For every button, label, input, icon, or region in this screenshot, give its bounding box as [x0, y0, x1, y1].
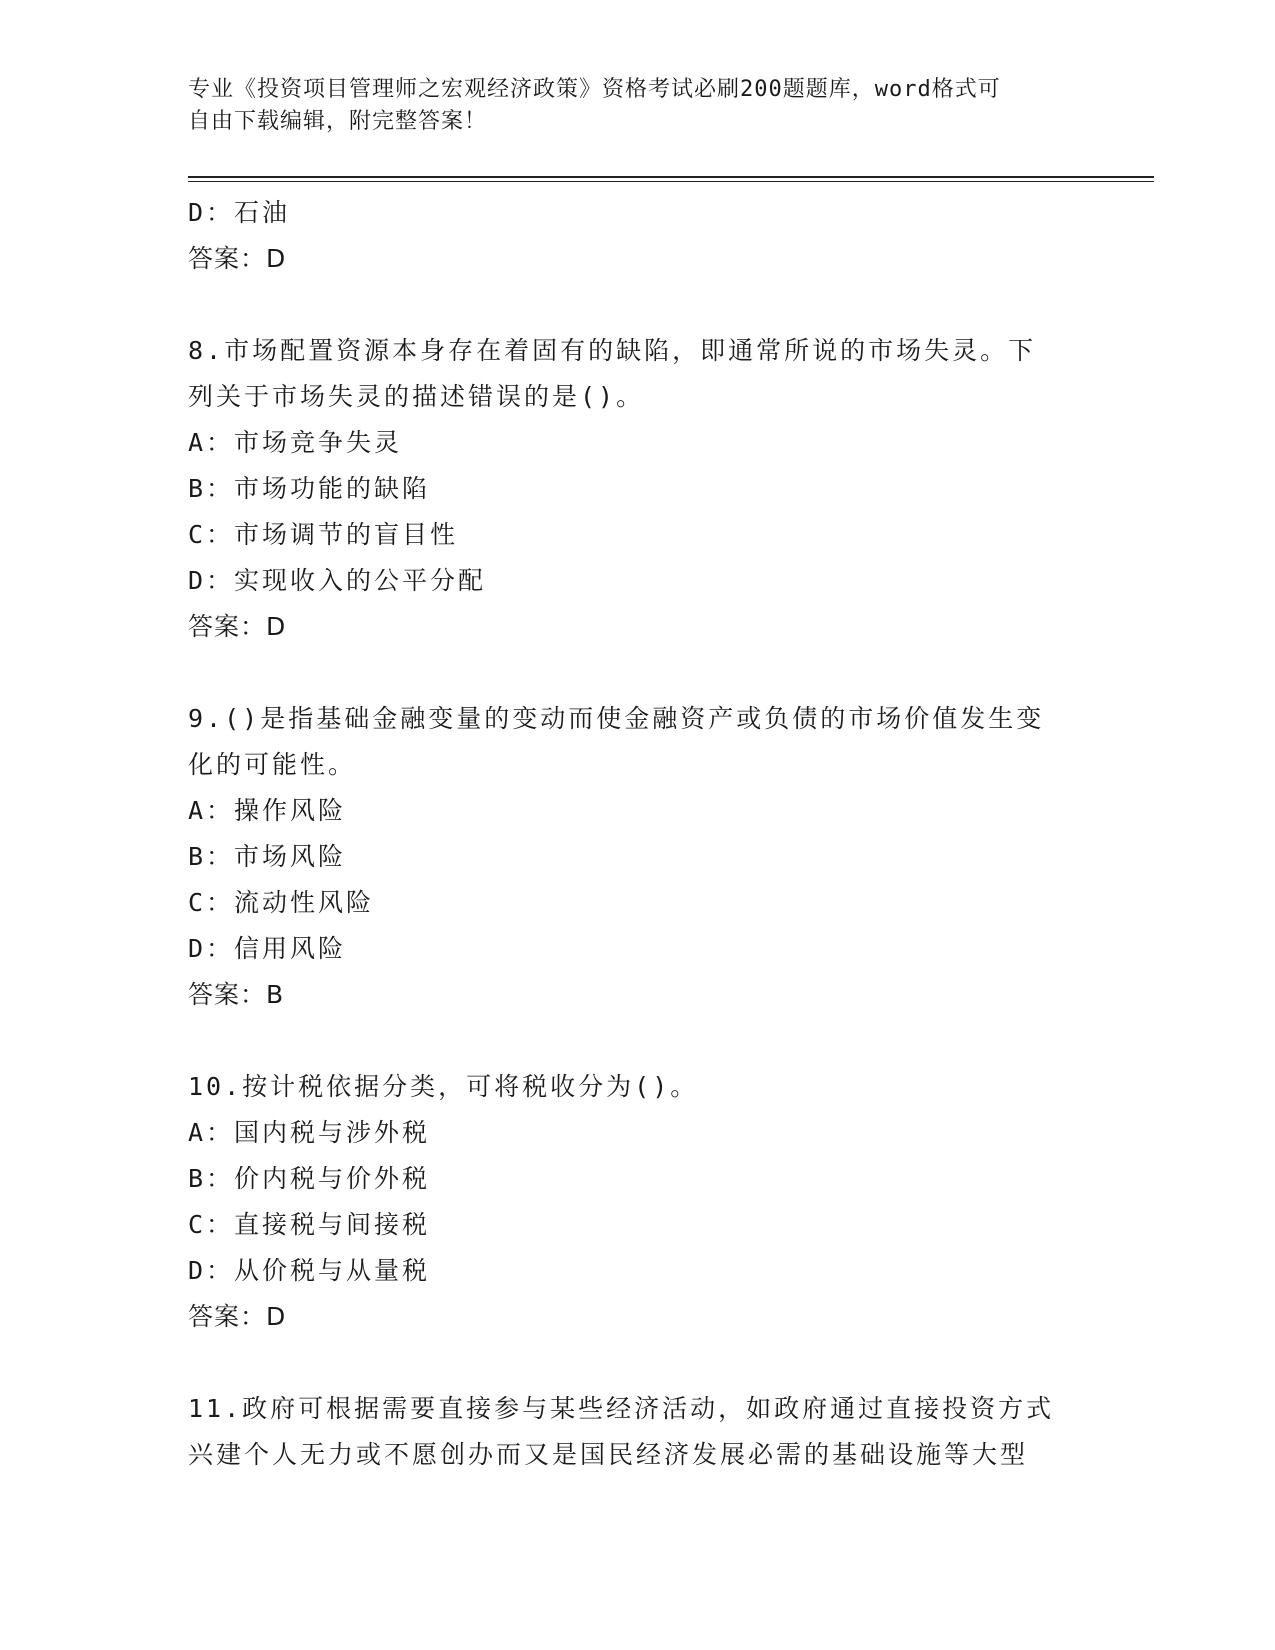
question-8-option-a: A：市场竞争失灵	[188, 428, 403, 457]
document-header	[188, 74, 1068, 138]
question-10-option-a: A：国内税与涉外税	[188, 1118, 431, 1147]
header-title-line-2: 自由下载编辑，附完整答案！	[188, 109, 488, 134]
question-10-answer: 答案：D	[188, 1302, 287, 1331]
question-10-stem-line-1: 10.按计税依据分类，可将税收分为()。	[188, 1072, 699, 1101]
question-9-stem-line-2: 化的可能性。	[188, 750, 357, 779]
question-9-answer: 答案：B	[188, 980, 285, 1009]
header-divider-thin	[188, 181, 1154, 182]
question-9-option-a: A：操作风险	[188, 796, 347, 825]
question-8-option-d: D：实现收入的公平分配	[188, 566, 487, 595]
prev-question-answer: 答案：D	[188, 244, 287, 273]
question-9-option-b: B：市场风险	[188, 842, 347, 871]
question-9-option-d: D：信用风险	[188, 934, 347, 963]
spacer	[188, 282, 1088, 328]
question-10-option-c: C：直接税与间接税	[188, 1210, 431, 1239]
question-11-stem-line-2: 兴建个人无力或不愿创办而又是国民经济发展必需的基础设施等大型	[188, 1440, 1029, 1469]
spacer	[188, 650, 1088, 696]
question-9-option-c: C：流动性风险	[188, 888, 375, 917]
spacer	[188, 1340, 1088, 1386]
header-divider-thick	[188, 176, 1154, 178]
question-11-stem-line-1: 11.政府可根据需要直接参与某些经济活动，如政府通过直接投资方式	[188, 1394, 1055, 1423]
question-10-option-b: B：价内税与价外税	[188, 1164, 431, 1193]
question-10-option-d: D：从价税与从量税	[188, 1256, 431, 1285]
question-9-stem-line-1: 9.()是指基础金融变量的变动而使金融资产或负债的市场价值发生变	[188, 704, 1045, 733]
document-body	[188, 190, 1088, 1478]
spacer	[188, 1018, 1088, 1064]
question-8-option-c: C：市场调节的盲目性	[188, 520, 459, 549]
question-8-answer: 答案：D	[188, 612, 287, 641]
question-8-stem-line-2: 列关于市场失灵的描述错误的是()。	[188, 382, 645, 411]
header-title-line-1: 专业《投资项目管理师之宏观经济政策》资格考试必刷200题题库，word格式可	[188, 77, 1001, 102]
question-8-option-b: B：市场功能的缺陷	[188, 474, 431, 503]
prev-question-option-d: D：石油	[188, 198, 291, 227]
question-8-stem-line-1: 8.市场配置资源本身存在着固有的缺陷，即通常所说的市场失灵。下	[188, 336, 1037, 365]
